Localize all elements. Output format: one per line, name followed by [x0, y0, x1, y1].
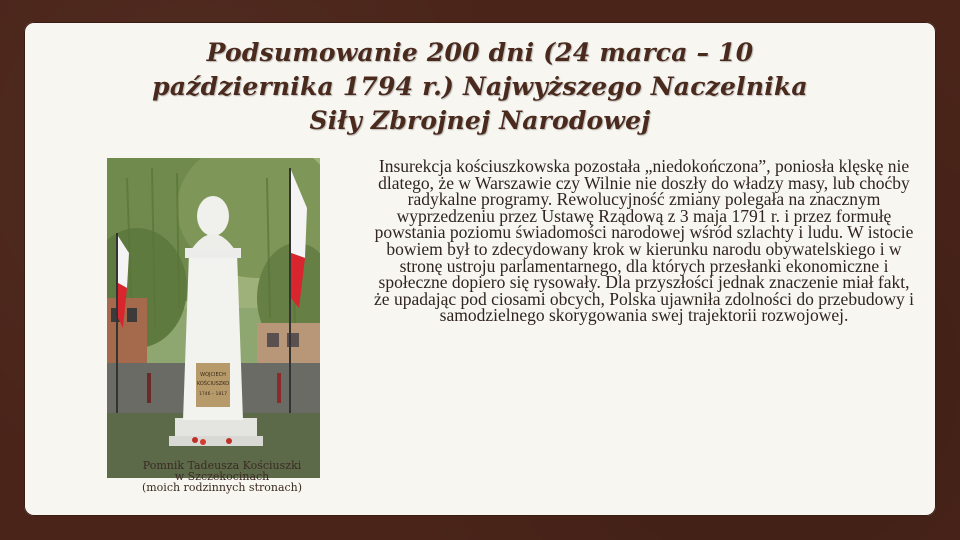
body-text: Insurekcja kościuszkowska pozostała „niedokończona”, poniosła klęskę nie dlatego, że w Warszawie czy Wilnie nie doszły do władzy masy, lub choćby radykalne programy. Rewolucyjność zmiany polegała na znacznym wyprzedzeniu przez Ustawę Rządową z 3 maja 1791 r. i przez formułę powstania poziomu świadomości narodowej wśród szlachty i ludu. W istocie bowiem był to zdecydowany krok w kierunku narodu obywatelskiego i w stronę ustroju parlamentarnego, dla których przesłanki ekonomiczne i społeczne dopiero się rysowały. Dla przyszłości jednak znaczenie miał fakt, że upadając pod ciosami obcych, Polska ujawniła zdolności do przebudowy i samodzielnego skorygowania swej trajektorii rozwojowej.	[374, 156, 914, 326]
caption-line-2: w Szczekocinach	[174, 470, 270, 483]
photo-caption	[107, 460, 337, 493]
plaque-line-3: 1746 – 1817	[198, 392, 228, 397]
slide-title: Podsumowanie 200 dni (24 marca – 10 października 1794 r.) Najwyższego Naczelnika Siły Zbrojnej Narodowej	[152, 38, 808, 135]
caption-line-1: Pomnik Tadeusza Kościuszki	[142, 459, 302, 472]
plaque-line-2: KOŚCIUSZKO	[196, 381, 230, 387]
slide	[24, 22, 936, 516]
plaque-line-1: WOJCIECH	[200, 372, 226, 378]
caption-line-3: (moich rodzinnych stronach)	[141, 481, 303, 494]
monument-photo-image	[107, 158, 320, 478]
monument-photo	[107, 158, 320, 478]
